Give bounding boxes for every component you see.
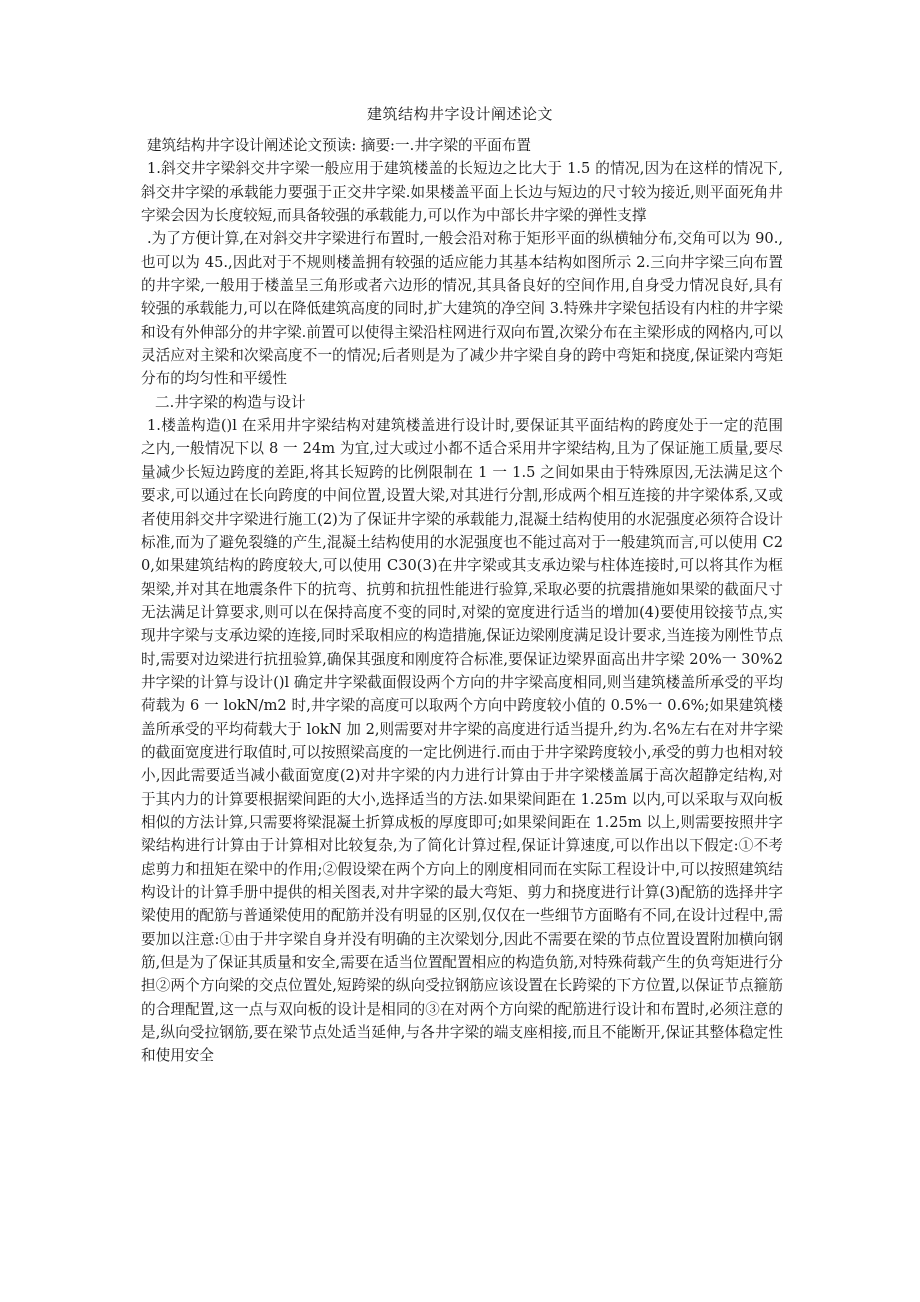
preview-line: 建筑结构井字设计阐述论文预读: 摘要:一.井字梁的平面布置 [147, 137, 531, 154]
document-body [141, 134, 783, 1068]
paragraph-oblique-beams: 1.斜交井字梁斜交井字梁一般应用于建筑楼盖的长短边之比大于 1.5 的情况,因为在这样的情况下,斜交井字梁的承载能力要强于正交井字梁.如果楼盖平面上长边与短边的尺寸较为接近,则平面死角井字梁会因为长度较短,而具备较强的承载能力,可以作为中部长井字梁的弹性支撑 [141, 160, 783, 225]
paragraph-layout-types: .为了方便计算,在对斜交井字梁进行布置时,一般会沿对称于矩形平面的纵横轴分布,交角可以为 90.,也可以为 45.,因此对于不规则楼盖拥有较强的适应能力其基本结构如图所示 2.三向井字梁三向布置的井字梁,一般用于楼盖呈三角形或者六边形的情况,其具备良好的空间作用,自身受力情况良好,具有较强的承载能力,可以在降低建筑高度的同时,扩大建筑的净空间 3.特殊井字梁包括设有内柱的井字梁和设有外伸部分的井字梁.前置可以使得主梁沿柱网进行双向布置,次梁分布在主梁形成的网格内,可以灵活应对主梁和次梁高度不一的情况;后者则是为了减少井字梁自身的跨中弯矩和挠度,保证梁内弯矩分布的均匀性和平缓性 [141, 230, 783, 388]
paragraph-construction-design: 1.楼盖构造()l 在采用井字梁结构对建筑楼盖进行设计时,要保证其平面结构的跨度处于一定的范围之内,一般情况下以 8 一 24m 为宜,过大或过小都不适合采用井字梁结构,且为了保证施工质量,要尽量减少长短边跨度的差距,将其长短跨的比例限制在 1 一 1.5 之间如果由于特殊原因,无法满足这个要求,可以通过在长向跨度的中间位置,设置大梁,对其进行分割,形成两个相互连接的井字梁体系,又或者使用斜交井字梁进行施工(2)为了保证井字梁的承载能力,混凝土结构使用的水泥强度必须符合设计标准,而为了避免裂缝的产生,混凝土结构使用的水泥强度也不能过高对于一般建筑而言,可以使用 C20,如果建筑结构的跨度较大,可以使用 C30(3)在井字梁或其支承边梁与柱体连接时,可以将其作为框架梁,并对其在地震条件下的抗弯、抗剪和抗扭性能进行验算,采取必要的抗震措施如果梁的截面尺寸无法满足计算要求,则可以在保持高度不变的同时,对梁的宽度进行适当的增加(4)要使用铰接节点,实现井字梁与支承边梁的连接,同时采取相应的构造措施,保证边梁刚度满足设计要求,当连接为刚性节点时,需要对边梁进行抗扭验算,确保其强度和刚度符合标准,要保证边梁界面高出井字梁 20%一 30%2 井字梁的计算与设计()l 确定井字梁截面假设两个方向的井字梁高度相同,则当建筑楼盖所承受的平均荷载为 6 一 lokN/m2 时,井字梁的高度可以取两个方向中跨度较小值的 0.5%一 0.6%;如果建筑楼盖所承受的平均荷载大于 lokN 加 2,则需要对井字梁的高度进行适当提升,约为.名%左右在对井字梁的截面宽度进行取值时,可以按照梁高度的一定比例进行.而由于井字梁跨度较小,承受的剪力也相对较小,因此需要适当减小截面宽度(2)对井字梁的内力进行计算由于井字梁楼盖属于高次超静定结构,对于其内力的计算要根据梁间距的大小,选择适当的方法.如果梁间距在 1.25m 以内,可以采取与双向板相似的方法计算,只需要将梁混凝土折算成板的厚度即可;如果梁间距在 1.25m 以上,则需要按照井字梁结构进行计算由于计算相对比较复杂,为了简化计算过程,保证计算速度,可以作出以下假定:①不考虑剪力和扭矩在梁中的作用;②假设梁在两个方向上的刚度相同而在实际工程设计中,可以按照建筑结构设计的计算手册中提供的相关图表,对井字梁的最大弯矩、剪力和挠度进行计算(3)配筋的选择井字梁使用的配筋与普通梁使用的配筋并没有明显的区别,仅仅在一些细节方面略有不同,在设计过程中,需要加以注意:①由于井字梁自身并没有明确的主次梁划分,因此不需要在梁的节点位置设置附加横向钢筋,但是为了保证其质量和安全,需要在适当位置配置相应的构造负筋,对特殊荷载产生的负弯矩进行分担②两个方向梁的交点位置处,短跨梁的纵向受拉钢筋应该设置在长跨梁的下方位置,以保证节点箍筋的合理配置,这一点与双向板的设计是相同的③在对两个方向梁的配筋进行设计和布置时,必须注意的是,纵向受拉钢筋,要在梁节点处适当延伸,与各井字梁的端支座相接,而且不能断开,保证其整体稳定性和使用安全 [141, 417, 783, 1065]
section-heading-construction: 二.井字梁的构造与设计 [155, 393, 306, 411]
document-title: 建筑结构井字设计阐述论文 [366, 105, 553, 123]
